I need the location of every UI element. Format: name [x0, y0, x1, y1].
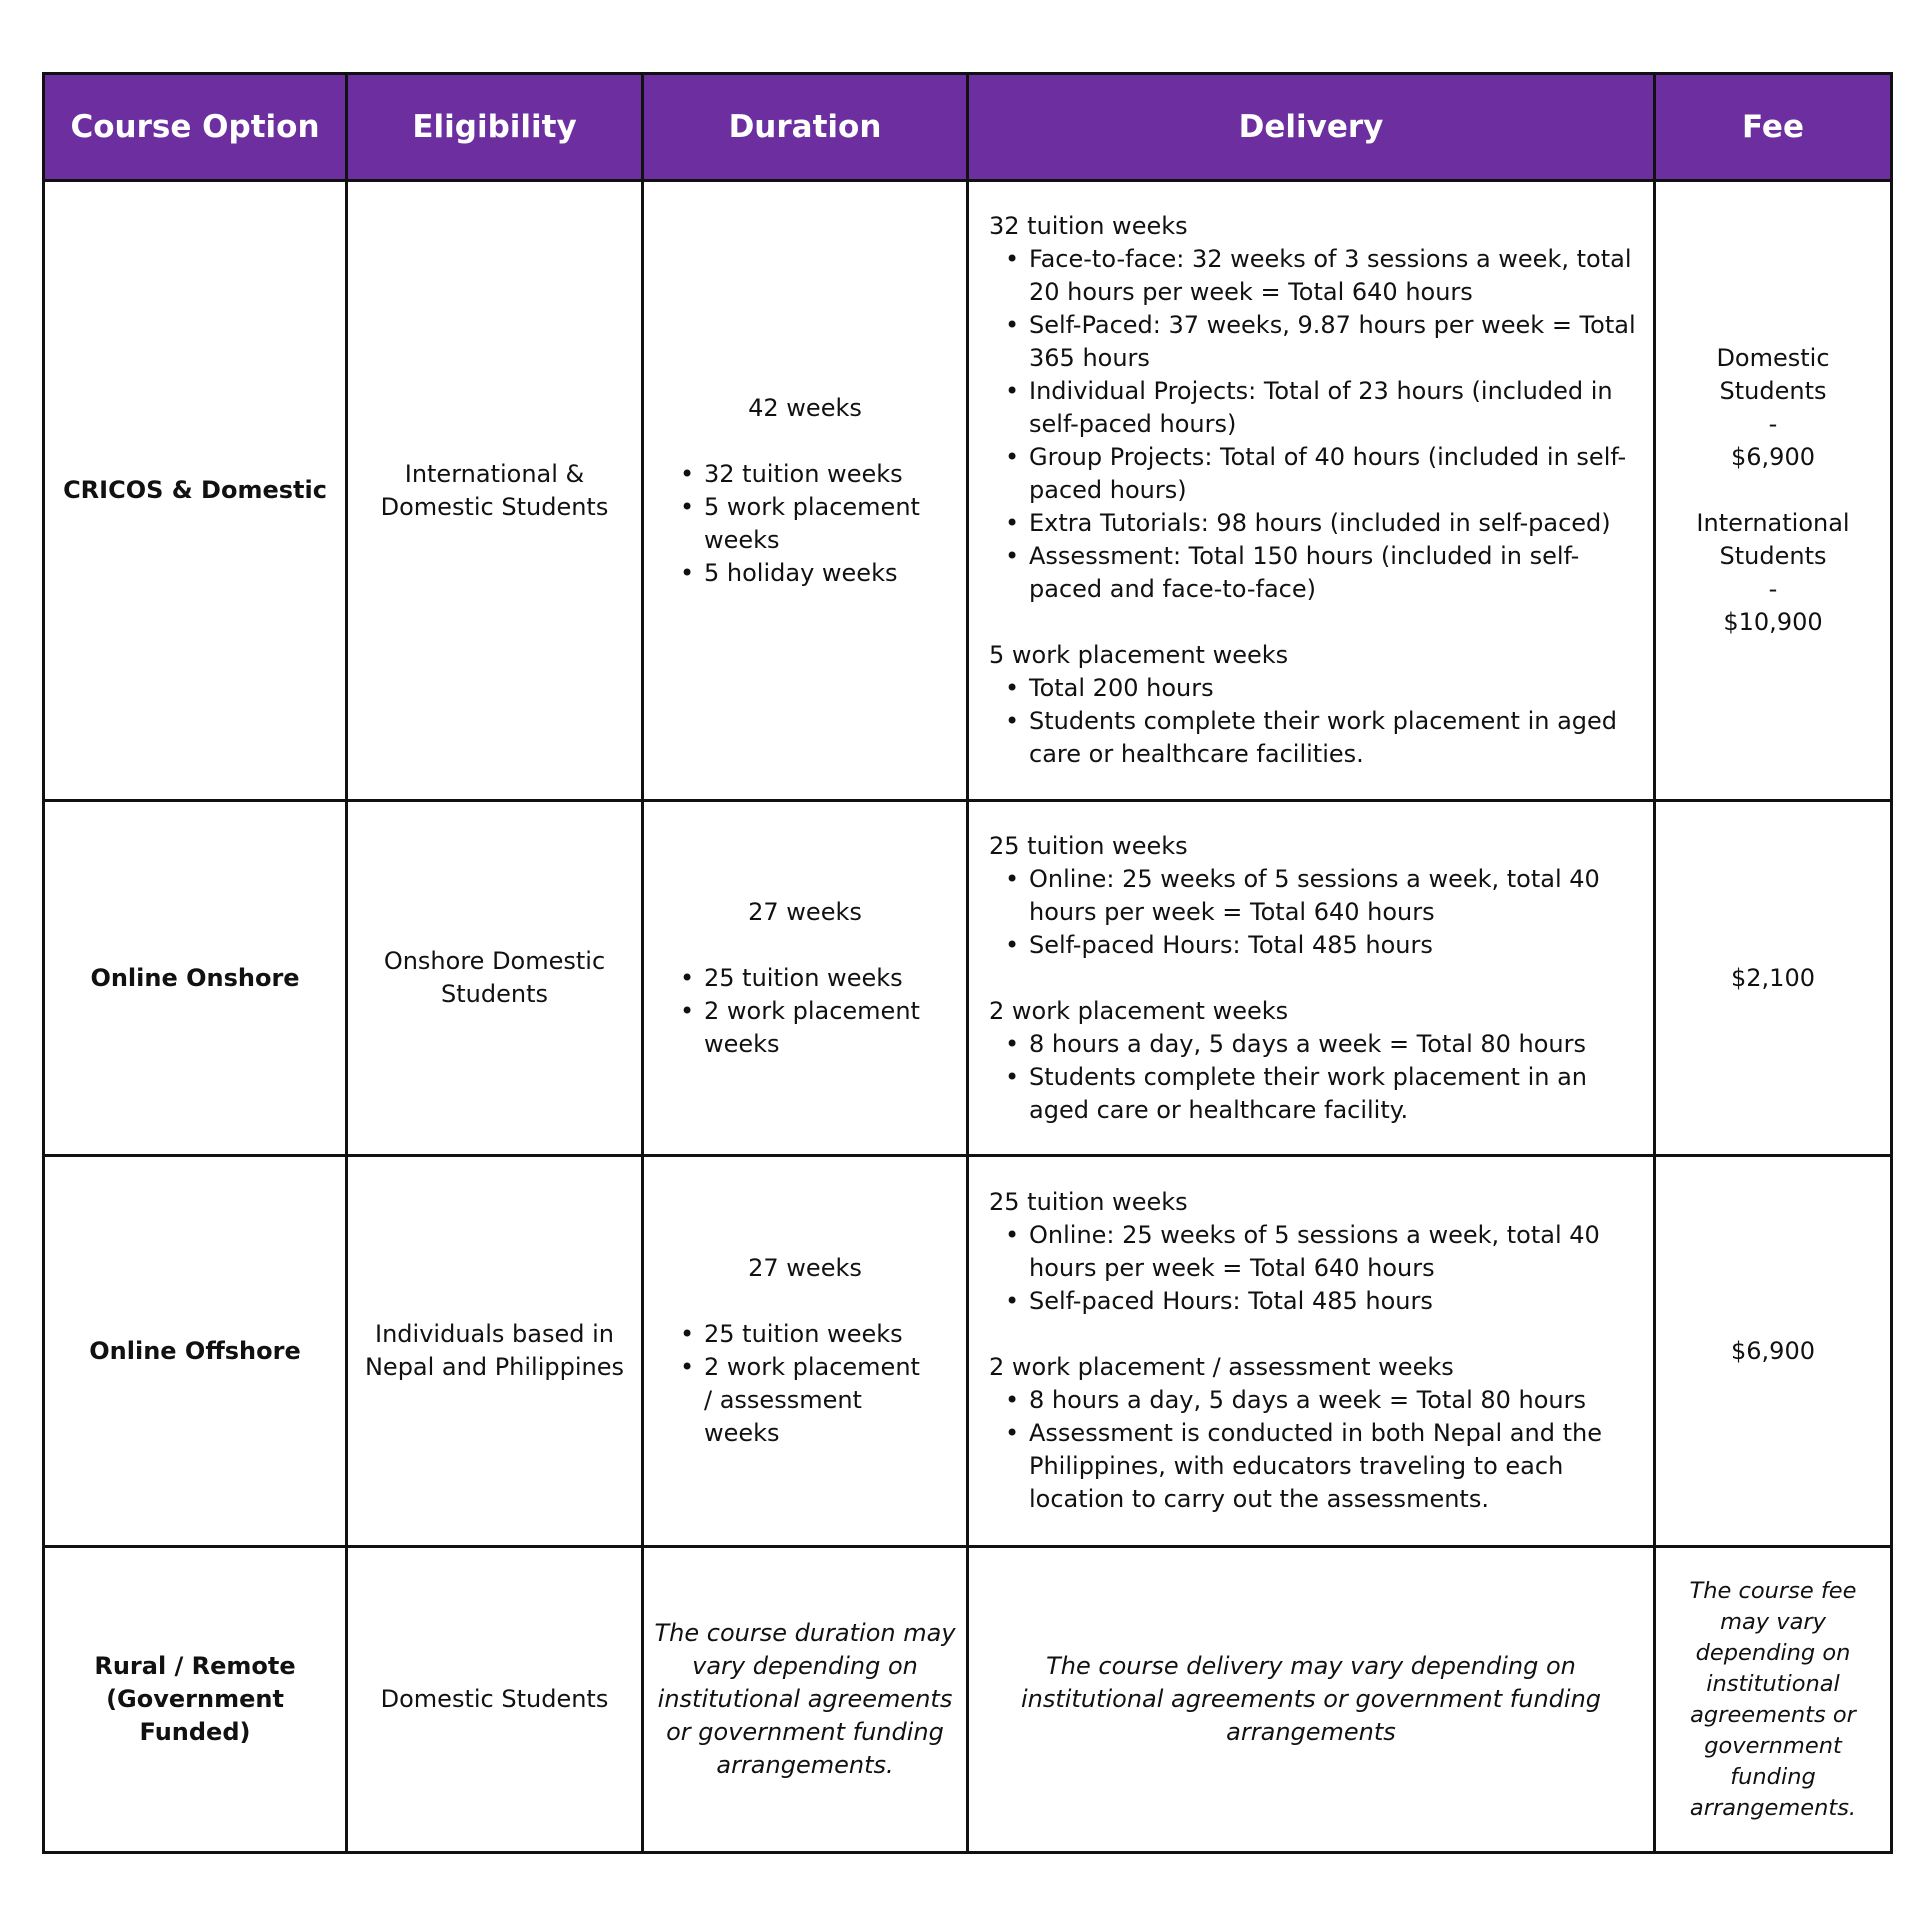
fee-label: Domestic Students [1716, 344, 1830, 405]
list-item: • Assessment: Total 150 hours (included in self-paced and face-to-face) [1005, 540, 1637, 606]
header-eligibility: Eligibility [347, 74, 643, 181]
list-item: • 32 tuition weeks [680, 458, 930, 491]
fee-amount: $10,900 [1723, 608, 1823, 636]
list-item: • 8 hours a day, 5 days a week = Total 80 hours [1005, 1384, 1637, 1417]
list-item: • Students complete their work placement in an aged care or healthcare facility. [1005, 1061, 1637, 1127]
fee-cell: $6,900 [1655, 1156, 1892, 1547]
list-item: • Extra Tutorials: 98 hours (included in self-paced) [1005, 507, 1637, 540]
list-item: • Self-Paced: 37 weeks, 9.87 hours per week = Total 365 hours [1005, 309, 1637, 375]
fee-dash: - [1768, 410, 1778, 438]
delivery-list [1005, 863, 1637, 962]
delivery-group [989, 1186, 1637, 1318]
eligibility-cell: Onshore Domestic Students [347, 801, 643, 1156]
delivery-cell [968, 1156, 1655, 1547]
eligibility-cell: International & Domestic Students [347, 181, 643, 801]
duration-cell [643, 1156, 968, 1547]
delivery-cell [968, 181, 1655, 801]
list-item: • 2 work placement weeks [680, 995, 930, 1061]
course-options-table [42, 72, 1893, 1854]
list-item: • Online: 25 weeks of 5 sessions a week, total 40 hours per week = Total 640 hours [1005, 1219, 1637, 1285]
table-row [44, 1156, 1892, 1547]
header-fee: Fee [1655, 74, 1892, 181]
list-item: • 5 work placement weeks [680, 491, 930, 557]
delivery-list [1005, 243, 1637, 606]
fee-dash: - [1768, 575, 1778, 603]
duration-cell: The course duration may vary depending on institutional agreements or government funding arrangements. [643, 1547, 968, 1853]
list-item: • Total 200 hours [1005, 672, 1637, 705]
delivery-group [989, 1351, 1637, 1516]
list-item: • 5 holiday weeks [680, 557, 930, 590]
list-item: • 25 tuition weeks [680, 962, 930, 995]
list-item: • Group Projects: Total of 40 hours (included in self-paced hours) [1005, 441, 1637, 507]
fee-cell [1655, 181, 1892, 801]
table-row [44, 1547, 1892, 1853]
course-option-cell: Rural / Remote (Government Funded) [44, 1547, 347, 1853]
delivery-group-title: 2 work placement / assessment weeks [989, 1353, 1454, 1381]
list-item: • Self-paced Hours: Total 485 hours [1005, 929, 1637, 962]
duration-list [680, 458, 930, 590]
delivery-group [989, 830, 1637, 962]
delivery-group [989, 995, 1637, 1127]
list-item: • 2 work placement / assessment weeks [680, 1351, 930, 1450]
fee-cell: The course fee may vary depending on institutional agreements or government funding arrangements. [1655, 1547, 1892, 1853]
delivery-list [1005, 1219, 1637, 1318]
eligibility-cell: Domestic Students [347, 1547, 643, 1853]
course-option-cell: Online Offshore [44, 1156, 347, 1547]
duration-total: 27 weeks [748, 897, 862, 926]
duration-cell [643, 181, 968, 801]
duration-cell [643, 801, 968, 1156]
fee-cell: $2,100 [1655, 801, 1892, 1156]
course-option-cell: CRICOS & Domestic [44, 181, 347, 801]
delivery-group-title: 2 work placement weeks [989, 996, 1289, 1025]
list-item: • Students complete their work placement in aged care or healthcare facilities. [1005, 705, 1637, 771]
list-item: • Individual Projects: Total of 23 hours (included in self-paced hours) [1005, 375, 1637, 441]
duration-total: 27 weeks [748, 1254, 862, 1282]
header-delivery: Delivery [968, 74, 1655, 181]
duration-total: 42 weeks [748, 393, 862, 422]
header-course-option: Course Option [44, 74, 347, 181]
list-item: • Assessment is conducted in both Nepal and the Philippines, with educators traveling to each location to carry out the assessments. [1005, 1417, 1637, 1516]
fee-label: International Students [1696, 509, 1850, 570]
header-duration: Duration [643, 74, 968, 181]
delivery-cell [968, 801, 1655, 1156]
fee-domestic [1666, 342, 1880, 474]
fee-international [1666, 507, 1880, 639]
delivery-list [1005, 672, 1637, 771]
delivery-group-title: 25 tuition weeks [989, 1188, 1188, 1216]
delivery-list [1005, 1384, 1637, 1516]
header-row [44, 74, 1892, 181]
delivery-group-title: 32 tuition weeks [989, 212, 1188, 240]
duration-list [680, 1318, 930, 1450]
delivery-group-title: 5 work placement weeks [989, 641, 1289, 669]
delivery-group [989, 639, 1637, 771]
list-item: • 8 hours a day, 5 days a week = Total 80 hours [1005, 1028, 1637, 1061]
table-row [44, 181, 1892, 801]
list-item: • Online: 25 weeks of 5 sessions a week, total 40 hours per week = Total 640 hours [1005, 863, 1637, 929]
table-row [44, 801, 1892, 1156]
delivery-list [1005, 1028, 1637, 1127]
course-option-cell: Online Onshore [44, 801, 347, 1156]
delivery-cell: The course delivery may vary depending on institutional agreements or government funding arrangements [968, 1547, 1655, 1853]
fee-amount: $6,900 [1731, 443, 1815, 471]
delivery-group [989, 210, 1637, 606]
list-item: • Face-to-face: 32 weeks of 3 sessions a week, total 20 hours per week = Total 640 hours [1005, 243, 1637, 309]
eligibility-cell: Individuals based in Nepal and Philippines [347, 1156, 643, 1547]
list-item: • 25 tuition weeks [680, 1318, 930, 1351]
delivery-group-title: 25 tuition weeks [989, 831, 1188, 860]
list-item: • Self-paced Hours: Total 485 hours [1005, 1285, 1637, 1318]
duration-list [680, 962, 930, 1061]
